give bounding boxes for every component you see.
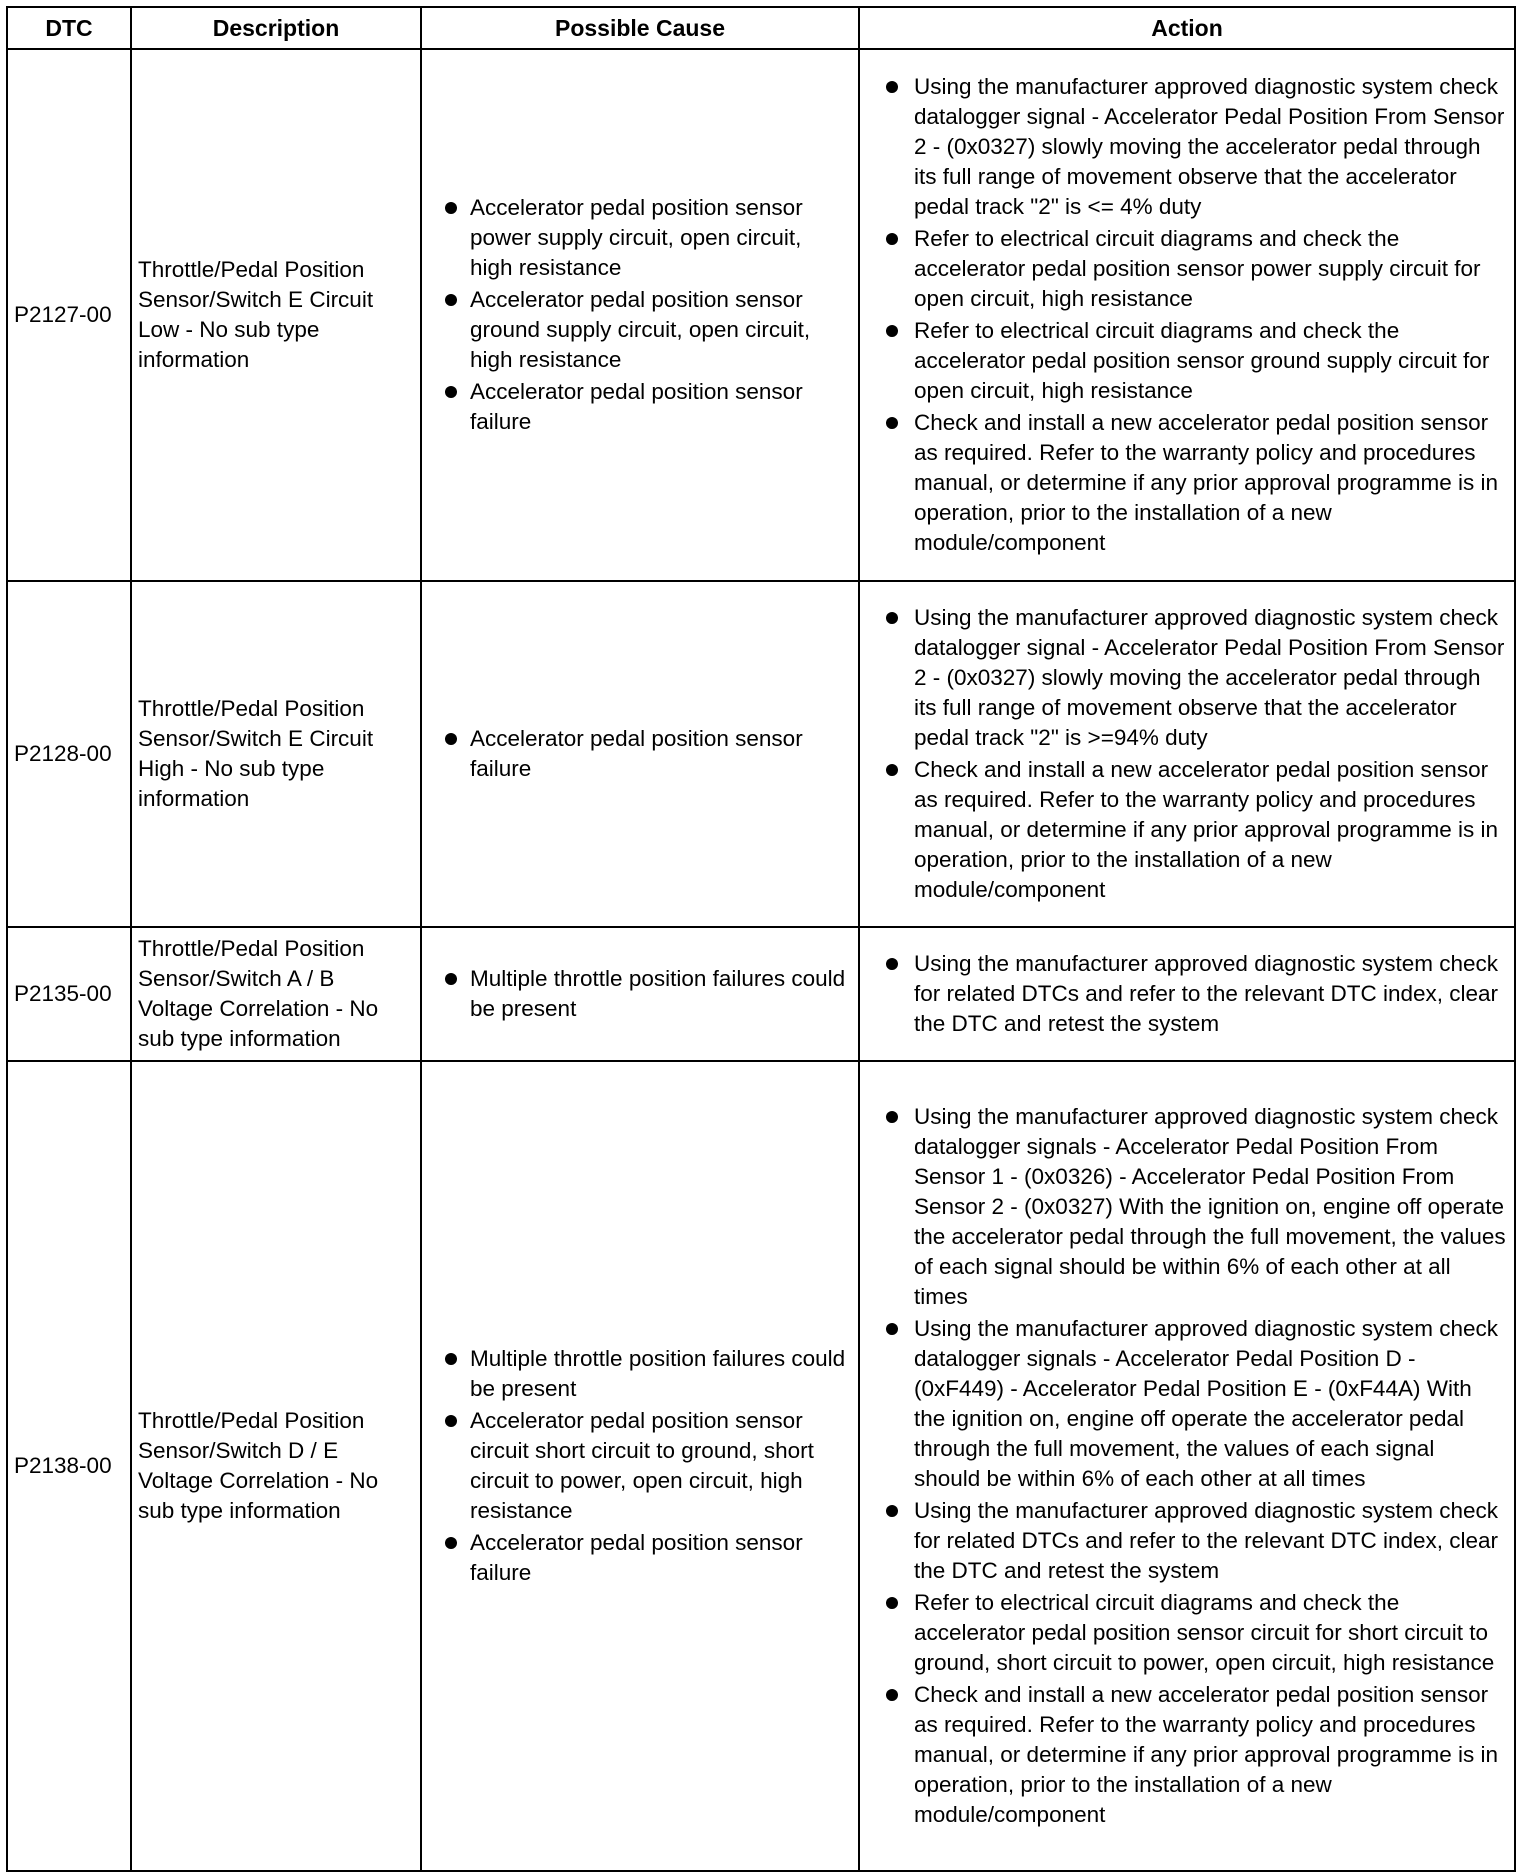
table-row: [7, 581, 1515, 927]
cause-item: Accelerator pedal position sensor failure: [430, 1528, 850, 1588]
cause-item: Accelerator pedal position sensor failure: [430, 724, 850, 784]
cause-item: Multiple throttle position failures could be present: [430, 1344, 850, 1404]
action-list: [868, 1102, 1506, 1830]
table-row: [7, 49, 1515, 581]
possible-cause-cell: [421, 49, 859, 581]
action-item: Using the manufacturer approved diagnostic system check datalogger signals - Accelerator Pedal Position From Sensor 1 - (0x0326) - Accelerator Pedal Position From Sensor 2 - (0x0327) With the ignition on, engine off operate the accelerator pedal through the full movement, the values of each signal should be within 6% of each other at all times: [868, 1102, 1506, 1312]
action-list: [868, 603, 1506, 905]
cause-list: [430, 964, 850, 1024]
action-item: Using the manufacturer approved diagnostic system check datalogger signal - Accelerator Pedal Position From Sensor 2 - (0x0327) slowly moving the accelerator pedal through its full range of movement observe that the accelerator pedal track "2" is >=94% duty: [868, 603, 1506, 753]
header-possible-cause: Possible Cause: [421, 7, 859, 49]
dtc-description: Throttle/Pedal Position Sensor/Switch D / E Voltage Correlation - No sub type information: [131, 1061, 421, 1871]
dtc-description: Throttle/Pedal Position Sensor/Switch A / B Voltage Correlation - No sub type information: [131, 927, 421, 1061]
header-row: [7, 7, 1515, 49]
dtc-description: Throttle/Pedal Position Sensor/Switch E Circuit Low - No sub type information: [131, 49, 421, 581]
action-cell: [859, 581, 1515, 927]
header-dtc: DTC: [7, 7, 131, 49]
dtc-code: P2138-00: [7, 1061, 131, 1871]
action-item: Check and install a new accelerator pedal position sensor as required. Refer to the warranty policy and procedures manual, or determine if any prior approval programme is in operation, prior to the installation of a new module/component: [868, 1680, 1506, 1830]
possible-cause-cell: [421, 581, 859, 927]
action-cell: [859, 1061, 1515, 1871]
header-description: Description: [131, 7, 421, 49]
action-item: Using the manufacturer approved diagnostic system check for related DTCs and refer to the relevant DTC index, clear the DTC and retest the system: [868, 949, 1506, 1039]
action-cell: [859, 927, 1515, 1061]
header-action: Action: [859, 7, 1515, 49]
action-item: Using the manufacturer approved diagnostic system check datalogger signals - Accelerator Pedal Position D - (0xF449) - Accelerator Pedal Position E - (0xF44A) With the ignition on, engine off operate the accelerator pedal through the full movement, the values of each signal should be within 6% of each other at all times: [868, 1314, 1506, 1494]
cause-item: Multiple throttle position failures could be present: [430, 964, 850, 1024]
dtc-table: [6, 6, 1516, 1872]
cause-list: [430, 193, 850, 437]
action-item: Using the manufacturer approved diagnostic system check for related DTCs and refer to the relevant DTC index, clear the DTC and retest the system: [868, 1496, 1506, 1586]
action-cell: [859, 49, 1515, 581]
table-row: [7, 927, 1515, 1061]
cause-item: Accelerator pedal position sensor circuit short circuit to ground, short circuit to power, open circuit, high resistance: [430, 1406, 850, 1526]
cause-item: Accelerator pedal position sensor ground supply circuit, open circuit, high resistance: [430, 285, 850, 375]
cause-list: [430, 1344, 850, 1588]
dtc-code: P2127-00: [7, 49, 131, 581]
action-item: Using the manufacturer approved diagnostic system check datalogger signal - Accelerator Pedal Position From Sensor 2 - (0x0327) slowly moving the accelerator pedal through its full range of movement observe that the accelerator pedal track "2" is <= 4% duty: [868, 72, 1506, 222]
action-item: Check and install a new accelerator pedal position sensor as required. Refer to the warranty policy and procedures manual, or determine if any prior approval programme is in operation, prior to the installation of a new module/component: [868, 755, 1506, 905]
table-row: [7, 1061, 1515, 1871]
action-list: [868, 949, 1506, 1039]
action-item: Refer to electrical circuit diagrams and check the accelerator pedal position sensor ground supply circuit for open circuit, high resistance: [868, 316, 1506, 406]
dtc-code: P2128-00: [7, 581, 131, 927]
possible-cause-cell: [421, 927, 859, 1061]
dtc-code: P2135-00: [7, 927, 131, 1061]
cause-item: Accelerator pedal position sensor failure: [430, 377, 850, 437]
action-item: Refer to electrical circuit diagrams and check the accelerator pedal position sensor power supply circuit for open circuit, high resistance: [868, 224, 1506, 314]
dtc-description: Throttle/Pedal Position Sensor/Switch E Circuit High - No sub type information: [131, 581, 421, 927]
cause-list: [430, 724, 850, 784]
cause-item: Accelerator pedal position sensor power supply circuit, open circuit, high resistance: [430, 193, 850, 283]
possible-cause-cell: [421, 1061, 859, 1871]
action-list: [868, 72, 1506, 558]
action-item: Check and install a new accelerator pedal position sensor as required. Refer to the warranty policy and procedures manual, or determine if any prior approval programme is in operation, prior to the installation of a new module/component: [868, 408, 1506, 558]
action-item: Refer to electrical circuit diagrams and check the accelerator pedal position sensor circuit for short circuit to ground, short circuit to power, open circuit, high resistance: [868, 1588, 1506, 1678]
